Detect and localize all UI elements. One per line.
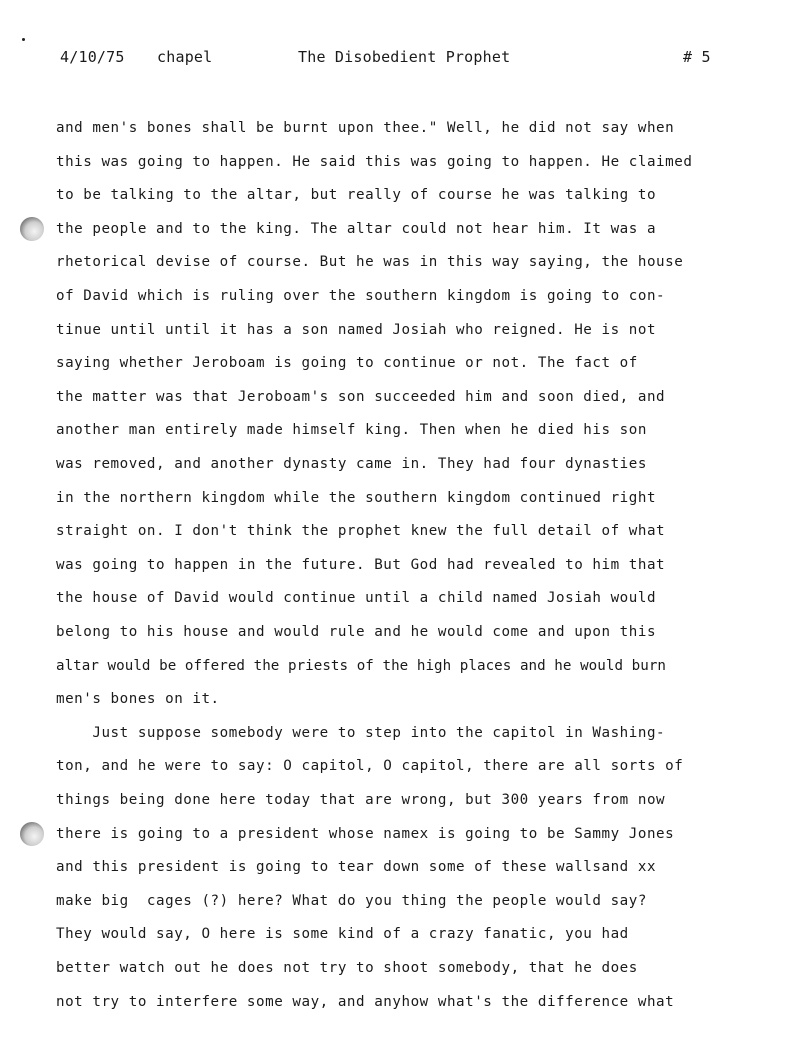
text-line: and men's bones shall be burnt upon thee." Well, he did not say when <box>56 120 675 136</box>
text-line: belong to his house and would rule and he would come and upon this <box>56 624 657 640</box>
text-line: to be talking to the altar, but really of course he was talking to <box>56 187 657 204</box>
header-title: The Disobedient Prophet <box>298 48 511 66</box>
text-line: altar would be offered the priests of the high places and he would burn <box>56 657 667 674</box>
text-line: the house of David would continue until a child named Josiah would <box>56 590 657 607</box>
text-line: They would say, O here is some kind of a crazy fanatic, you had <box>56 926 629 943</box>
text-line: the people and to the king. The altar could not hear him. It was a <box>56 220 657 237</box>
page-header <box>0 48 800 72</box>
punch-hole <box>20 822 44 846</box>
text-line: not try to interfere some way, and anyhow what's the difference what <box>56 993 675 1010</box>
text-line: men's bones on it. <box>56 691 220 708</box>
text-line: and this president is going to tear down some of these wallsand xx <box>56 859 657 876</box>
text-line: straight on. I don't think the prophet knew the full detail of what <box>56 523 666 540</box>
text-line: was removed, and another dynasty came in. They had four dynasties <box>56 456 647 472</box>
text-line: ton, and he were to say: O capitol, O capitol, there are all sorts of <box>56 758 684 775</box>
text-line: this was going to happen. He said this was going to happen. He claimed <box>56 153 693 170</box>
text-line: saying whether Jeroboam is going to continue or not. The fact of <box>56 355 638 372</box>
text-line: the matter was that Jeroboam's son succeeded him and soon died, and <box>56 388 666 405</box>
header-page-number: # 5 <box>683 48 711 66</box>
text-line: in the northern kingdom while the southern kingdom continued right <box>56 489 657 506</box>
punch-hole <box>20 217 44 241</box>
header-place: chapel <box>157 48 213 66</box>
text-line: of David which is ruling over the southern kingdom is going to con- <box>56 288 666 304</box>
text-line: another man entirely made himself king. Then when he died his son <box>56 422 647 439</box>
text-line: make big cages (?) here? What do you thing the people would say? <box>56 892 647 909</box>
text-line: better watch out he does not try to shoot somebody, that he does <box>56 960 638 976</box>
text-line: Just suppose somebody were to step into the capitol in Washing- <box>56 724 666 741</box>
text-line: things being done here today that are wrong, but 300 years from now <box>56 792 666 808</box>
text-line: there is going to a president whose namex is going to be Sammy Jones <box>56 825 675 842</box>
header-date: 4/10/75 <box>60 48 125 66</box>
text-line: rhetorical devise of course. But he was in this way saying, the house <box>56 254 684 271</box>
text-line: tinue until until it has a son named Josiah who reigned. He is not <box>56 321 657 338</box>
text-line: was going to happen in the future. But God had revealed to him that <box>56 556 666 573</box>
ink-speck <box>22 38 25 41</box>
